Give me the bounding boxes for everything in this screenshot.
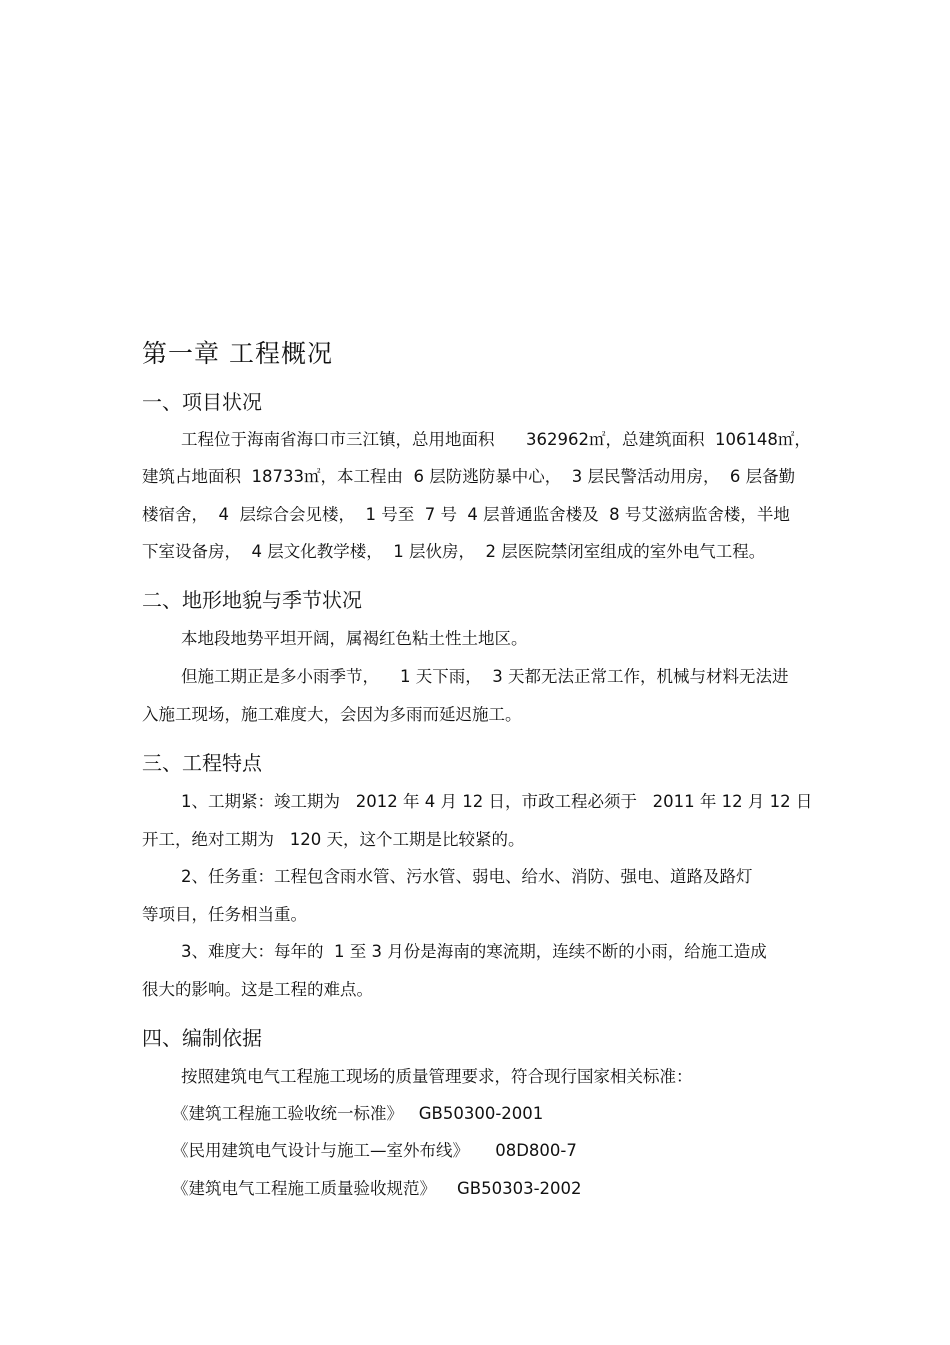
standard-reference: 《民用建筑电气设计与施工—室外布线》 08D800-7 <box>172 1141 577 1160</box>
section-heading-terrain-season: 二、地形地貌与季节状况 <box>142 588 362 612</box>
section-heading-project-status: 一、项目状况 <box>142 390 262 414</box>
section-heading-basis: 四、编制依据 <box>142 1026 262 1050</box>
paragraph-line: 1、工期紧：竣工期为 2012 年 4 月 12 日，市政工程必须于 2011 年 12 月 12 日 <box>181 792 813 811</box>
paragraph-line: 工程位于海南省海口市三江镇，总用地面积 362962㎡，总建筑面积 106148㎡， <box>181 430 811 449</box>
paragraph-line: 很大的影响。这是工程的难点。 <box>142 980 373 999</box>
section-heading-project-features: 三、工程特点 <box>142 751 262 775</box>
paragraph-line: 3、难度大：每年的 1 至 3 月份是海南的寒流期，连续不断的小雨，给施工造成 <box>181 942 767 961</box>
standard-reference: 《建筑电气工程施工质量验收规范》 GB50303-2002 <box>172 1179 582 1198</box>
paragraph-line: 开工，绝对工期为 120 天，这个工期是比较紧的。 <box>142 830 525 849</box>
paragraph-line: 等项目，任务相当重。 <box>142 905 307 924</box>
paragraph-line: 但施工期正是多小雨季节， 1 天下雨， 3 天都无法正常工作，机械与材料无法进 <box>181 667 789 686</box>
paragraph-line: 建筑占地面积 18733㎡，本工程由 6 层防逃防暴中心， 3 层民警活动用房， 6 层备勤 <box>142 467 796 486</box>
standard-reference: 《建筑工程施工验收统一标准》 GB50300-2001 <box>172 1104 544 1123</box>
paragraph-line: 2、任务重：工程包含雨水管、污水管、弱电、给水、消防、强电、道路及路灯 <box>181 867 753 886</box>
chapter-title: 第一章 工程概况 <box>142 339 333 368</box>
paragraph-line: 楼宿舍， 4 层综合会见楼， 1 号至 7 号 4 层普通监舍楼及 8 号艾滋病监舍楼，半地 <box>142 505 790 524</box>
paragraph-line: 入施工现场，施工难度大，会因为多雨而延迟施工。 <box>142 705 522 724</box>
paragraph-line: 下室设备房， 4 层文化教学楼， 1 层伙房， 2 层医院禁闭室组成的室外电气工程。 <box>142 542 766 561</box>
paragraph-line: 本地段地势平坦开阔，属褐红色粘土性土地区。 <box>181 629 528 648</box>
paragraph-line: 按照建筑电气工程施工现场的质量管理要求，符合现行国家相关标准： <box>181 1067 693 1086</box>
